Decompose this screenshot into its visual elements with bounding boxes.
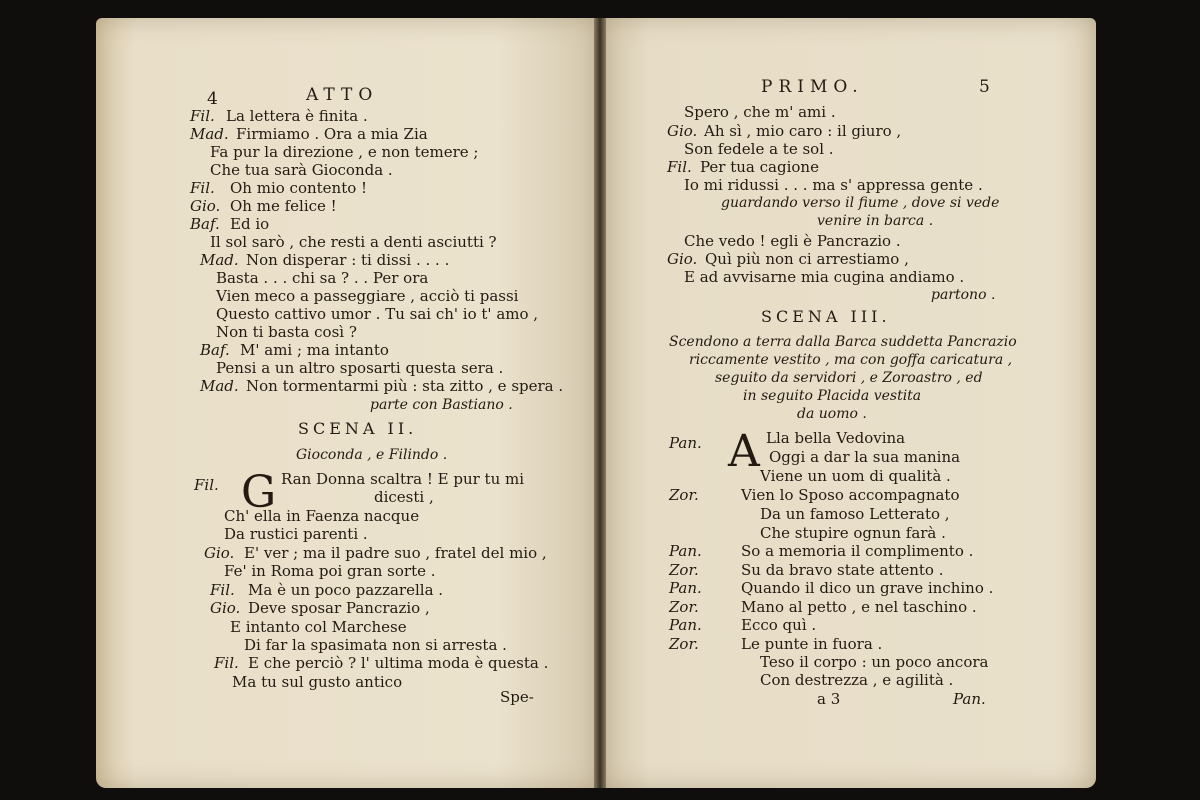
verse-line: Non disperar : ti dissi . . . . — [246, 251, 450, 269]
speaker: Gio. — [667, 122, 698, 140]
book-gutter — [594, 18, 606, 788]
speaker: Fil. — [210, 581, 235, 599]
verse-line: Ed io — [230, 215, 270, 233]
verse-line: Per tua cagione — [700, 158, 819, 176]
verse-line: Non ti basta così ? — [216, 323, 357, 341]
speaker: Fil. — [214, 654, 239, 672]
scene-description: riccamente vestito , ma con goffa caricatura , — [689, 352, 1013, 368]
right-page — [601, 18, 1096, 788]
verse-line: Quando il dico un grave inchino . — [741, 579, 994, 597]
open-book — [96, 18, 1096, 788]
verse-line: Spero , che m' ami . — [684, 103, 836, 121]
scene-description: Scendono a terra dalla Barca suddetta Pancrazio — [669, 334, 1017, 350]
page-number: 4 — [207, 89, 218, 109]
verse-line: Son fedele a te sol . — [684, 140, 834, 158]
verse-line: Firmiamo . Ora a mia Zia — [236, 125, 428, 143]
speaker: Fil. — [190, 179, 215, 197]
scene-description: in seguito Placida vestita — [743, 388, 922, 404]
scene-description: seguito da servidori , e Zoroastro , ed — [715, 370, 983, 386]
verse-line: Fa pur la direzione , e non temere ; — [210, 143, 479, 161]
stage-direction: parte con Bastiano . — [370, 397, 513, 413]
speaker: Pan. — [669, 616, 702, 634]
scene-description: da uomo . — [797, 406, 867, 422]
drop-cap: G — [241, 467, 277, 518]
verse-line: Ecco quì . — [741, 616, 817, 634]
speaker: Baf. — [190, 215, 220, 233]
speaker: Gio. — [204, 544, 235, 562]
verse-line: Deve sposar Pancrazio , — [248, 599, 430, 617]
speaker: Pan. — [669, 542, 702, 560]
stage-direction: partono . — [931, 287, 996, 303]
speaker: Zor. — [669, 486, 699, 504]
catchword: Spe- — [500, 688, 534, 706]
verse-line: Ma tu sul gusto antico — [232, 673, 403, 691]
verse-line: E ad avvisarne mia cugina andiamo . — [684, 268, 965, 286]
running-header: PRIMO. — [761, 77, 864, 97]
speaker: Gio. — [667, 250, 698, 268]
verse-line: Vien lo Sposo accompagnato — [741, 486, 960, 504]
verse-line: Oggi a dar la sua manina — [769, 448, 961, 466]
verse-line: Pensi a un altro sposarti questa sera . — [216, 359, 504, 377]
verse-line: Fe' in Roma poi gran sorte . — [224, 562, 436, 580]
verse-line: Teso il corpo : un poco ancora — [760, 653, 989, 671]
verse-line: Con destrezza , e agilità . — [760, 671, 954, 689]
verse-line: E' ver ; ma il padre suo , fratel del mio , — [244, 544, 547, 562]
speaker: Mad. — [190, 125, 229, 143]
speaker: Gio. — [210, 599, 241, 617]
speaker: Pan. — [669, 434, 702, 452]
speaker: Zor. — [669, 598, 699, 616]
speaker: Fil. — [194, 476, 219, 494]
speaker: Pan. — [669, 579, 702, 597]
verse-line: Oh mio contento ! — [230, 179, 368, 197]
speaker: Zor. — [669, 561, 699, 579]
verse-line: Viene un uom di qualità . — [760, 467, 951, 485]
verse-line: Che stupire ognun farà . — [760, 524, 946, 542]
verse-line: E che perciò ? l' ultima moda è questa . — [248, 654, 549, 672]
verse-line: Il sol sarò , che resti a denti asciutti ? — [210, 233, 497, 251]
running-header: ATTO — [306, 85, 379, 105]
verse-line: E intanto col Marchese — [230, 618, 407, 636]
speaker: Zor. — [669, 635, 699, 653]
speaker: Gio. — [190, 197, 221, 215]
verse-line: Ch' ella in Faenza nacque — [224, 507, 420, 525]
verse-line: Le punte in fuora . — [741, 635, 883, 653]
left-page — [96, 18, 598, 788]
verse-line: Vien meco a passeggiare , acciò ti passi — [216, 287, 519, 305]
verse-line: Basta . . . chi sa ? . . Per ora — [216, 269, 429, 287]
verse-line: Da rustici parenti . — [224, 525, 368, 543]
speaker: Mad. — [200, 251, 239, 269]
speaker: Mad. — [200, 377, 239, 395]
catchword: Pan. — [953, 690, 986, 708]
verse-line: Oh me felice ! — [230, 197, 337, 215]
stage-direction: guardando verso il fiume , dove si vede — [721, 195, 1000, 211]
verse-line: Questo cattivo umor . Tu sai ch' io t' amo , — [216, 305, 539, 323]
signature-mark: a 3 — [817, 690, 841, 708]
scene-title: SCENA III. — [761, 307, 891, 326]
verse-line: M' ami ; ma intanto — [240, 341, 389, 359]
verse-line: Quì più non ci arrestiamo , — [705, 250, 909, 268]
verse-line: So a memoria il complimento . — [741, 542, 974, 560]
verse-line: Lla bella Vedovina — [766, 429, 906, 447]
scene-characters: Gioconda , e Filindo . — [296, 447, 448, 463]
verse-line: Ma è un poco pazzarella . — [248, 581, 444, 599]
verse-line: La lettera è finita . — [226, 107, 368, 125]
speaker: Fil. — [667, 158, 692, 176]
verse-line: Ran Donna scaltra ! E pur tu mi — [281, 470, 525, 488]
verse-line: dicesti , — [374, 488, 434, 506]
drop-cap: A — [728, 426, 760, 477]
scene-title: SCENA II. — [298, 419, 418, 438]
verse-line: Non tormentarmi più : sta zitto , e spera . — [246, 377, 564, 395]
verse-line: Mano al petto , e nel taschino . — [741, 598, 977, 616]
speaker: Fil. — [190, 107, 215, 125]
verse-line: Di far la spasimata non si arresta . — [244, 636, 507, 654]
verse-line: Ah sì , mio caro : il giuro , — [704, 122, 902, 140]
page-number: 5 — [979, 77, 990, 97]
verse-line: Che vedo ! egli è Pancrazio . — [684, 232, 901, 250]
speaker: Baf. — [200, 341, 230, 359]
verse-line: Io mi ridussi . . . ma s' appressa gente . — [684, 176, 983, 194]
stage-direction: venire in barca . — [817, 213, 934, 229]
verse-line: Da un famoso Letterato , — [760, 505, 950, 523]
verse-line: Che tua sarà Gioconda . — [210, 161, 393, 179]
verse-line: Su da bravo state attento . — [741, 561, 944, 579]
